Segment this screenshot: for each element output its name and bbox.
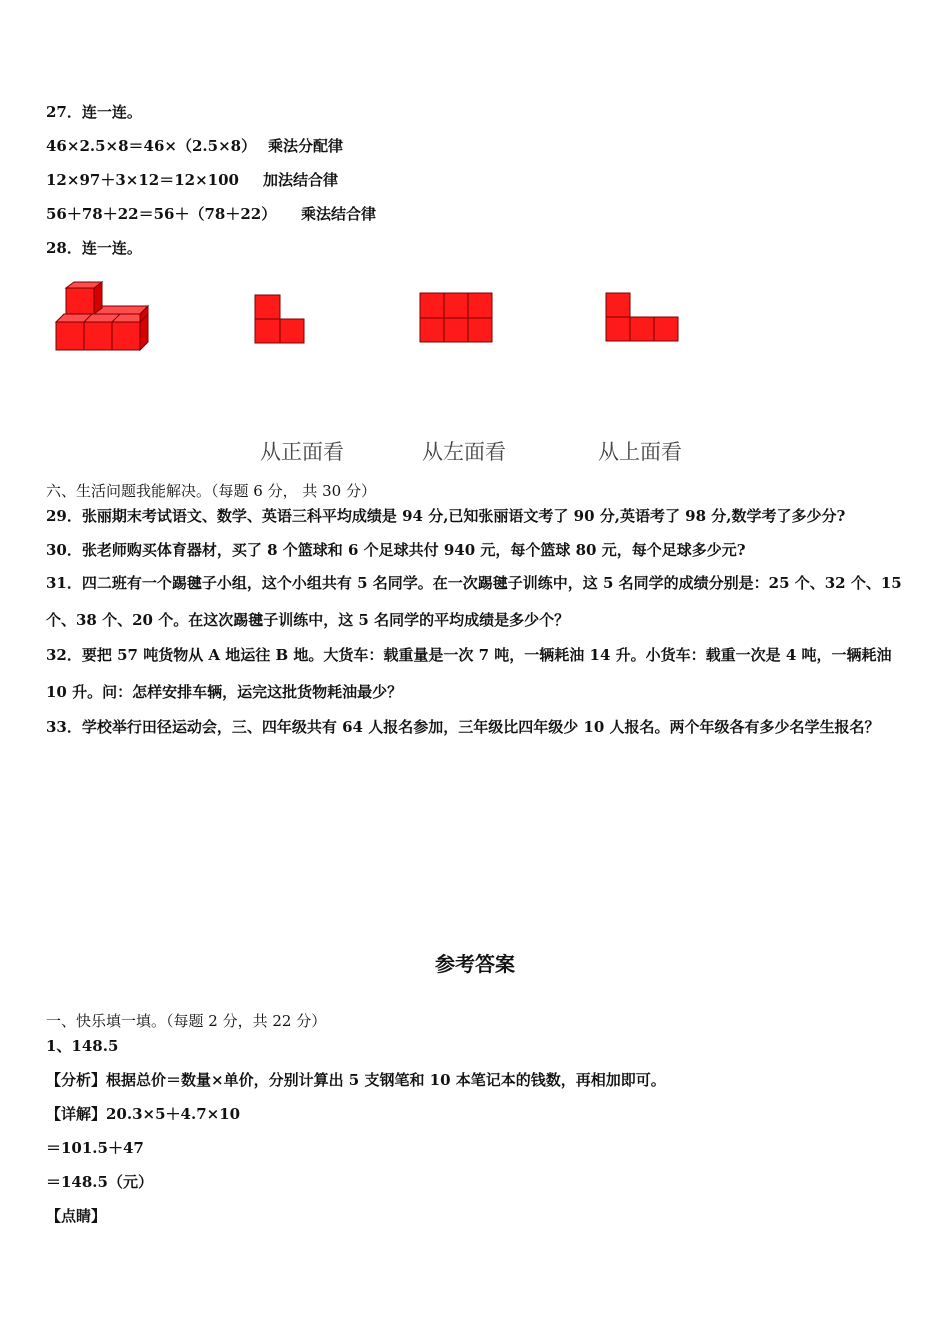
section6-header: 六、生活问题我能解决。（每题 6 分， 共 30 分） — [46, 482, 376, 500]
caption-top-view: 从上面看 — [598, 440, 682, 464]
answers-title: 参考答案 — [435, 952, 515, 976]
q31: 31．四二班有一个踢毽子小组，这个小组共有 5 名同学。在一次踢毽子训练中，这 5 名同学的成绩分别是：25 个、32 个、15 个、38 个、20 个。在这次踢毽子训练中，这 5 名同学的平均成绩是多少个？ — [46, 574, 902, 629]
caption-front-view: 从正面看 — [260, 440, 344, 464]
answer-detail: 【详解】20.3×5＋4.7×10 — [46, 1105, 241, 1123]
answer-analysis: 【分析】根据总价＝数量×单价，分别计算出 5 支钢笔和 10 本笔记本的钱数，再相加即可。 — [46, 1071, 666, 1089]
cube-solid-figure — [50, 278, 152, 354]
view-l-shape-figure — [254, 294, 306, 346]
answer-step-1: ＝101.5＋47 — [46, 1139, 144, 1157]
answer-comment: 【点睛】 — [46, 1207, 107, 1225]
q28-title: 28．连一连。 — [46, 239, 142, 257]
q32: 32．要把 57 吨货物从 A 地运往 B 地。大货车：载重量是一次 7 吨，一辆耗油 14 升。小货车：载重一次是 4 吨，一辆耗油 10 升。问：怎样安排车辆，运完这批货物耗油最少？ — [46, 646, 892, 701]
q27-expr-3: 56＋78＋22＝56＋（78＋22） — [46, 205, 277, 223]
caption-left-view: 从左面看 — [422, 440, 506, 464]
answer-1: 1、148.5 — [46, 1037, 119, 1055]
q30: 30．张老师购买体育器材，买了 8 个篮球和 6 个足球共付 940 元，每个篮球 80 元，每个足球多少元? — [46, 541, 746, 559]
q29: 29．张丽期末考试语文、数学、英语三科平均成绩是 94 分,已知张丽语文考了 90 分,英语考了 98 分,数学考了多少分? — [46, 507, 846, 525]
q33: 33．学校举行田径运动会，三、四年级共有 64 人报名参加，三年级比四年级少 10 人报名。两个年级各有多少名学生报名？ — [46, 718, 880, 736]
q27-row-2 — [46, 171, 339, 189]
q27-law-3: 乘法结合律 — [301, 205, 377, 223]
view-long-l-figure — [605, 292, 681, 344]
q27-expr-2: 12×97＋3×12＝12×100 — [46, 171, 239, 189]
q27-law-1: 乘法分配律 — [268, 137, 344, 155]
answers-section1: 一、快乐填一填。（每题 2 分，共 22 分） — [46, 1012, 327, 1030]
q27-row-3 — [46, 205, 377, 223]
q27-law-2: 加法结合律 — [263, 171, 339, 189]
q27-row-1 — [46, 137, 344, 155]
answer-step-2: ＝148.5（元） — [46, 1173, 153, 1191]
q27-title: 27．连一连。 — [46, 103, 142, 121]
view-grid-figure — [419, 292, 495, 344]
q27-expr-1: 46×2.5×8＝46×（2.5×8） — [46, 137, 257, 155]
